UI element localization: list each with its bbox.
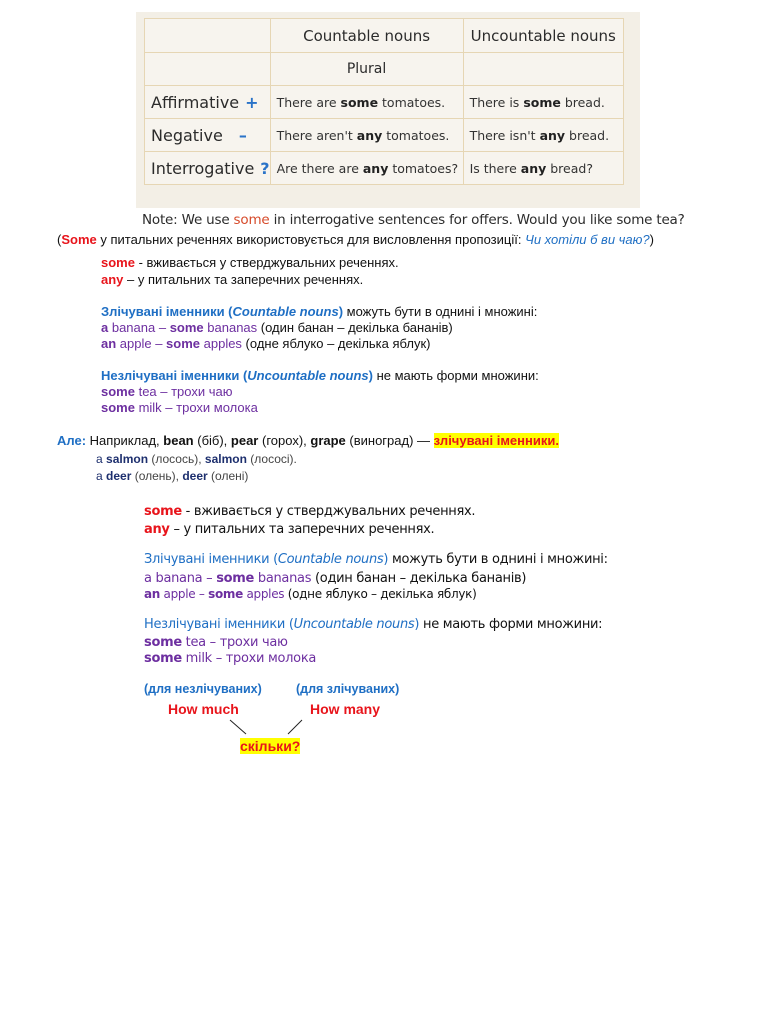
table-cell: Are there are any tomatoes? <box>270 152 463 185</box>
table-cell: Is there any bread? <box>463 152 623 185</box>
table-cell: There is some bread. <box>463 86 623 119</box>
how-much: How much <box>168 701 239 717</box>
header-countable: Countable nouns <box>270 19 463 53</box>
row-label: Affirmative <box>151 92 240 112</box>
uncountable-heading: Незлічувані іменники (Uncountable nouns) не мають форми множини: <box>101 368 539 383</box>
example-milk-2: some milk – трохи молока <box>144 651 317 666</box>
any-rule: any – у питальних та заперечних реченнях. <box>101 272 364 287</box>
some-any-table <box>144 18 624 185</box>
minus-symbol: – <box>238 125 247 145</box>
header-plural: Plural <box>270 53 463 86</box>
table-row-interrogative <box>145 152 624 185</box>
table-cell: There are some tomatoes. <box>270 86 463 119</box>
countable-highlight: злічувані іменники. <box>433 433 559 448</box>
row-label: Negative <box>151 125 223 145</box>
question-symbol: ? <box>260 158 270 178</box>
example-salmon: a salmon (лосось), salmon (лососі). <box>96 452 297 466</box>
example-deer: a deer (олень), deer (олені) <box>96 469 249 483</box>
table-cell: There isn't any bread. <box>463 119 623 152</box>
uncountable-label: (для незлічуваних) <box>144 682 262 696</box>
example-banana: a banana – some bananas (один банан – декілька бананів) <box>101 320 453 335</box>
table-cell: There aren't any tomatoes. <box>270 119 463 152</box>
any-rule-2: any – у питальних та заперечних реченнях. <box>144 522 435 537</box>
countable-label: (для злічуваних) <box>296 682 400 696</box>
skilky-answer: скільки? <box>240 738 301 754</box>
but-line: Але: Наприклад, bean (біб), pear (горох), grape (виноград) — злічувані іменники. <box>57 433 559 448</box>
note-line: Note: We use some in interrogative sentences for offers. Would you like some tea? <box>142 212 685 228</box>
example-milk: some milk – трохи молока <box>101 400 258 415</box>
row-label: Interrogative <box>151 158 255 178</box>
uncountable-heading-2: Незлічувані іменники (Uncountable nouns) не мають форми множини: <box>144 617 603 632</box>
plus-symbol: + <box>245 92 259 112</box>
how-many: How many <box>310 701 381 717</box>
countable-heading-2: Злічувані іменники (Countable nouns) можуть бути в однині і множині: <box>144 552 608 567</box>
table-row-affirmative <box>145 86 624 119</box>
translation-line: (Some у питальних реченнях використовується для висловлення пропозиції: Чи хотіли б ви чаю?) <box>57 232 654 247</box>
example-tea-2: some tea – трохи чаю <box>144 635 288 650</box>
some-rule: some - вживається у стверджувальних реченнях. <box>101 255 399 270</box>
example-apple-2: an apple – some apples (одне яблуко – декілька яблук) <box>144 587 477 601</box>
table-row-negative <box>145 119 624 152</box>
example-banana-2: a banana – some bananas (один банан – декілька бананів) <box>144 571 527 586</box>
grammar-table-image <box>136 12 640 208</box>
example-tea: some tea – трохи чаю <box>101 384 233 399</box>
header-uncountable: Uncountable nouns <box>463 19 623 53</box>
some-rule-2: some - вживається у стверджувальних реченнях. <box>144 504 476 519</box>
countable-heading: Злічувані іменники (Countable nouns) можуть бути в однині і множині: <box>101 304 538 319</box>
example-apple: an apple – some apples (одне яблуко – декілька яблук) <box>101 336 431 351</box>
table-plural-row <box>145 53 624 86</box>
table-header-row <box>145 19 624 53</box>
